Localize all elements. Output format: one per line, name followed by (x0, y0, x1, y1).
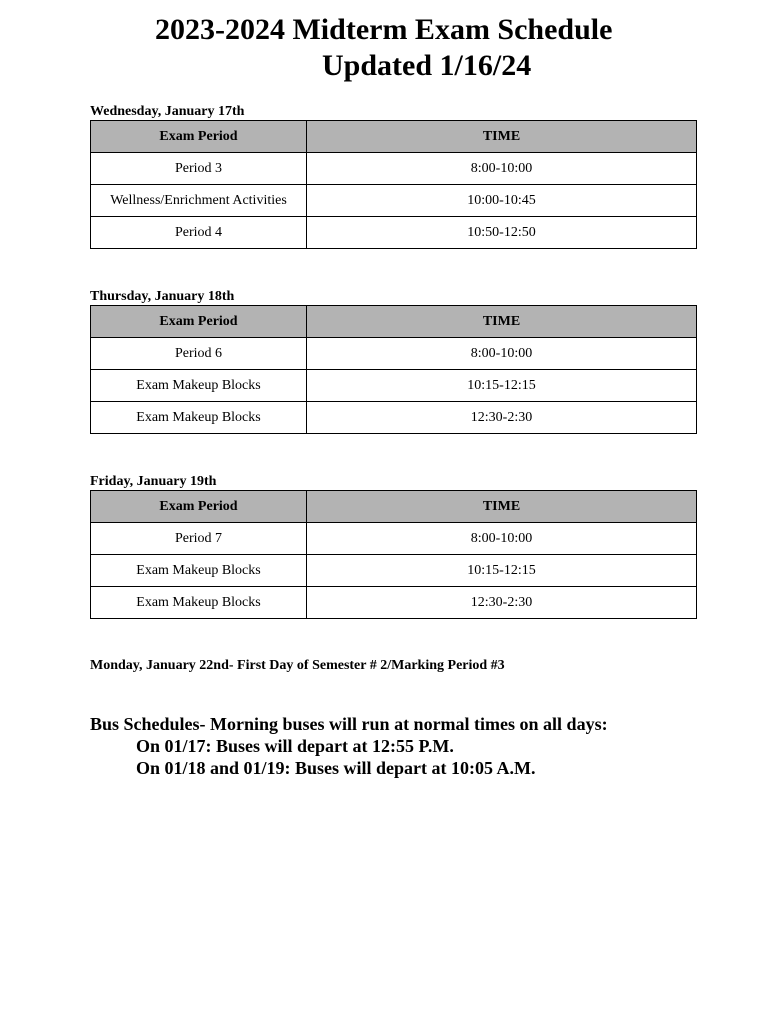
day-section-friday (90, 473, 696, 619)
column-header-exam-period: Exam Period (91, 306, 307, 338)
table-row (91, 338, 697, 370)
schedule-table (90, 305, 697, 434)
exam-period-cell: Exam Makeup Blocks (91, 402, 307, 434)
exam-period-cell: Wellness/Enrichment Activities (91, 185, 307, 217)
table-row (91, 370, 697, 402)
time-cell: 8:00-10:00 (307, 523, 697, 555)
bus-departure-0118-0119: On 01/18 and 01/19: Buses will depart at 10:05 A.M. (136, 758, 536, 778)
table-header-row (91, 121, 697, 153)
time-cell: 10:50-12:50 (307, 217, 697, 249)
day-heading: Wednesday, January 17th (90, 104, 245, 119)
table-row (91, 217, 697, 249)
table-row (91, 153, 697, 185)
day-heading: Friday, January 19th (90, 474, 217, 489)
exam-period-cell: Exam Makeup Blocks (91, 370, 307, 402)
schedule-table (90, 490, 697, 619)
table-row (91, 587, 697, 619)
table-row (91, 523, 697, 555)
table-row (91, 185, 697, 217)
table-row (91, 555, 697, 587)
exam-period-cell: Exam Makeup Blocks (91, 587, 307, 619)
time-cell: 10:15-12:15 (307, 370, 697, 402)
time-cell: 10:00-10:45 (307, 185, 697, 217)
exam-period-cell: Period 3 (91, 153, 307, 185)
table-header-row (91, 491, 697, 523)
day-section-thursday (90, 288, 696, 434)
column-header-time: TIME (307, 121, 697, 153)
semester-start-note: Monday, January 22nd- First Day of Semester # 2/Marking Period #3 (90, 658, 505, 673)
time-cell: 8:00-10:00 (307, 153, 697, 185)
exam-period-cell: Period 6 (91, 338, 307, 370)
column-header-time: TIME (307, 491, 697, 523)
bus-departure-0117: On 01/17: Buses will depart at 12:55 P.M. (136, 736, 454, 756)
bus-schedule-note (90, 713, 608, 779)
time-cell: 10:15-12:15 (307, 555, 697, 587)
page-title (0, 12, 768, 84)
title-line-updated: Updated 1/16/24 (322, 49, 532, 82)
title-line-main: 2023-2024 Midterm Exam Schedule (155, 13, 613, 46)
column-header-time: TIME (307, 306, 697, 338)
bus-schedule-heading: Bus Schedules- Morning buses will run at normal times on all days: (90, 714, 608, 734)
column-header-exam-period: Exam Period (91, 121, 307, 153)
table-header-row (91, 306, 697, 338)
time-cell: 12:30-2:30 (307, 402, 697, 434)
exam-period-cell: Period 7 (91, 523, 307, 555)
day-section-wednesday (90, 103, 696, 249)
time-cell: 8:00-10:00 (307, 338, 697, 370)
exam-period-cell: Period 4 (91, 217, 307, 249)
time-cell: 12:30-2:30 (307, 587, 697, 619)
exam-period-cell: Exam Makeup Blocks (91, 555, 307, 587)
table-row (91, 402, 697, 434)
column-header-exam-period: Exam Period (91, 491, 307, 523)
day-heading: Thursday, January 18th (90, 289, 235, 304)
schedule-table (90, 120, 697, 249)
